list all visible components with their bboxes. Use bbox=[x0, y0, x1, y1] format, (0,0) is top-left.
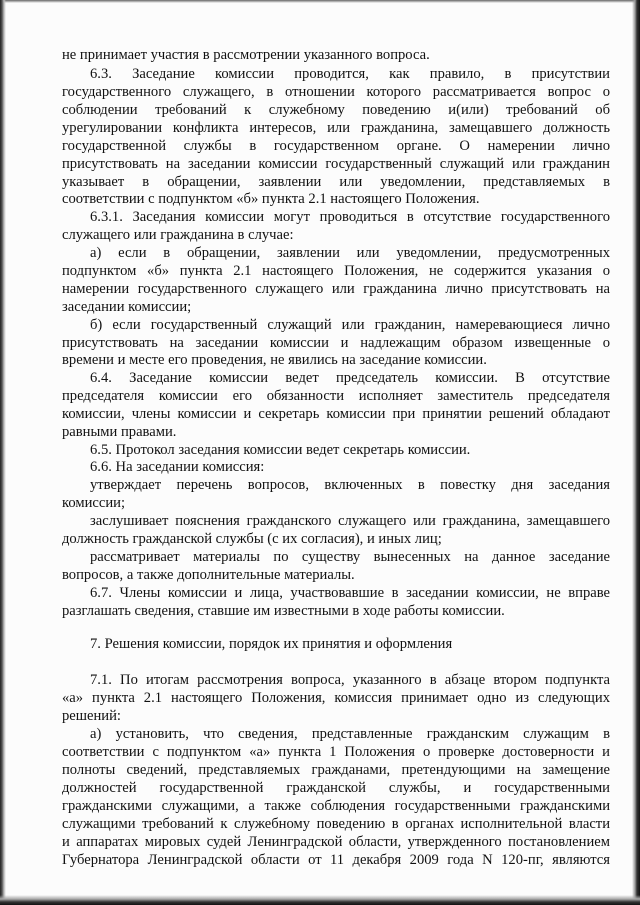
section-heading: 7. Решения комиссии, порядок их принятия и оформления bbox=[90, 636, 453, 652]
text-line: Губернатора Ленинградской области от 11 декабря 2009 года N 120-пг, являются bbox=[62, 852, 610, 868]
text-line: государственной службы в государственном органе. О намерении лично bbox=[62, 138, 610, 154]
text-line: присутствовать на заседании комиссии государственный служащий или гражданин bbox=[62, 156, 610, 172]
scan-edge-left bbox=[0, 0, 6, 905]
text-line: и аппаратах мировых судей Ленинградской области, утвержденного постановлением bbox=[62, 834, 610, 850]
text-line: утверждает перечень вопросов, включенных в повестку дня заседания bbox=[90, 477, 610, 493]
text-line: вопросов, а также дополнительные материалы. bbox=[62, 567, 355, 583]
text-line: должность гражданской службы (с их согласия), и иных лиц; bbox=[62, 531, 442, 547]
text-line: 6.4. Заседание комиссии ведет председатель комиссии. В отсутствие bbox=[90, 370, 610, 386]
scan-edge-top bbox=[0, 0, 640, 3]
text-line: не принимает участия в рассмотрении указанного вопроса. bbox=[62, 47, 430, 63]
text-line: 6.7. Члены комиссии и лица, участвовавшие в заседании комиссии, не вправе bbox=[90, 585, 610, 601]
text-line: а) если в обращении, заявлении или уведомлении, предусмотренных bbox=[90, 245, 610, 261]
text-line: «а» пункта 2.1 настоящего Положения, комиссия принимает одно из следующих bbox=[62, 690, 610, 706]
text-line: разглашать сведения, ставшие им известными в ходе работы комиссии. bbox=[62, 603, 505, 619]
text-line: урегулировании конфликта интересов, или гражданина, замещавшего должность bbox=[62, 120, 610, 136]
text-line: заслушивает пояснения гражданского служащего или гражданина, замещавшего bbox=[90, 513, 610, 529]
text-line: заседании комиссии; bbox=[62, 299, 192, 315]
text-line: государственного служащего, в отношении которого рассматривается вопрос о bbox=[62, 84, 610, 100]
text-line: комиссии; bbox=[62, 495, 126, 511]
scan-edge-right bbox=[632, 0, 640, 905]
text-line: б) если государственный служащий или гражданин, намеревающиеся лично bbox=[90, 317, 610, 333]
text-line: соответствии с подпунктом «а» пункта 1 Положения о проверке достоверности и bbox=[62, 744, 610, 760]
text-line: равными правами. bbox=[62, 424, 177, 440]
text-line: соблюдении требований к служебному поведению и(или) требований об bbox=[62, 102, 610, 118]
text-line: председателя комиссии его обязанности исполняет заместитель председателя bbox=[62, 388, 610, 404]
text-line: должностей государственной гражданской службы, и государственными bbox=[62, 780, 610, 796]
text-line: указывает в обращении, заявлении или уведомлении, представляемых в bbox=[62, 174, 610, 190]
text-line: комиссии, члены комиссии и секретарь комиссии при принятии решений обладают bbox=[62, 406, 610, 422]
text-line: служащего или гражданина в случае: bbox=[62, 227, 294, 243]
text-line: 6.3.1. Заседания комиссии могут проводиться в отсутствие государственного bbox=[90, 209, 610, 225]
text-line: намерении государственного служащего или гражданина лично присутствовать на bbox=[62, 281, 610, 297]
text-line: подпунктом «б» пункта 2.1 настоящего Положения, не содержится указания о bbox=[62, 263, 610, 279]
text-line: рассматривает материалы по существу вынесенных на данное заседание bbox=[90, 549, 610, 565]
text-line: служащими требований к служебному поведению в органах исполнительной власти bbox=[62, 816, 610, 832]
text-line: гражданскими служащими, а также соблюдения государственными гражданскими bbox=[62, 798, 610, 814]
text-line: 6.3. Заседание комиссии проводится, как правило, в присутствии bbox=[90, 66, 610, 82]
text-line: полноты сведений, представляемых гражданами, претендующими на замещение bbox=[62, 762, 610, 778]
scan-edge-bottom bbox=[0, 895, 640, 905]
text-line: 7.1. По итогам рассмотрения вопроса, указанного в абзаце втором подпункта bbox=[90, 672, 610, 688]
text-line: 6.5. Протокол заседания комиссии ведет секретарь комиссии. bbox=[90, 442, 471, 458]
text-line: 6.6. На заседании комиссия: bbox=[90, 459, 265, 475]
text-line: а) установить, что сведения, представленные гражданским служащим в bbox=[90, 726, 610, 742]
text-line: присутствовать на заседании комиссии и надлежащим образом извещенные о bbox=[62, 335, 610, 351]
text-line: решений: bbox=[62, 708, 121, 724]
text-line: соответствии с подпунктом «б» пункта 2.1 настоящего Положения. bbox=[62, 191, 480, 207]
text-line: времени и месте его проведения, не явились на заседание комиссии. bbox=[62, 352, 487, 368]
